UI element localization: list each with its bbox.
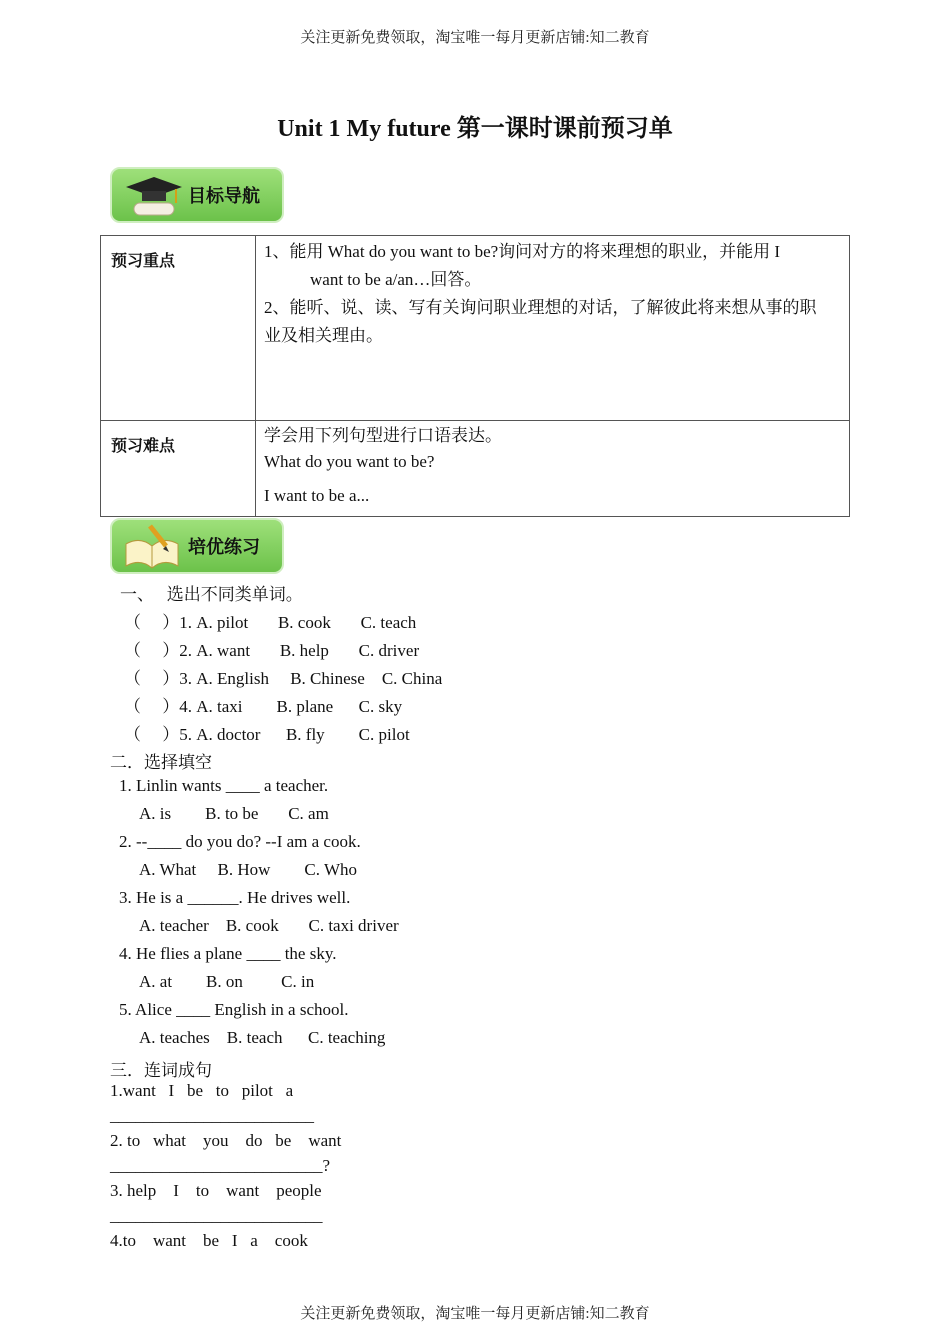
difficulty-line: I want to be a... (264, 486, 370, 505)
book-pencil-icon (120, 524, 184, 572)
difficulty-line: 学会用下列句型进行口语表达。 (264, 426, 502, 445)
options: A. What B. How C. Who (139, 860, 358, 879)
question: 2. --____ do you do? --I am a cook. (119, 832, 361, 851)
difficulty-line: What do you want to be? (264, 452, 435, 471)
difficulty-content (256, 421, 850, 517)
goals-badge-label: 目标导航 (188, 186, 260, 207)
section1-item: （ ）3. A. English B. Chinese C. China (124, 669, 443, 688)
question: 3. He is a ______. He drives well. (119, 888, 351, 907)
word-set: 1.want I be to pilot a (110, 1081, 294, 1100)
answer-blank: ________________________ (110, 1106, 314, 1125)
word-set: 4.to want be I a cook (110, 1231, 308, 1250)
footer-note: 关注更新免费领取，淘宝唯一每月更新店铺:知二教育 (300, 1306, 650, 1322)
options: A. teacher B. cook C. taxi driver (139, 916, 399, 935)
question: 5. Alice ____ English in a school. (119, 1000, 349, 1019)
word-set: 3. help I to want people (110, 1181, 322, 1200)
answer-blank: _________________________? (110, 1156, 331, 1175)
options: A. teaches B. teach C. teaching (139, 1028, 386, 1047)
focus-content (256, 236, 850, 421)
page-title: Unit 1 My future 第一课时课前预习单 (277, 116, 673, 142)
focus-line: want to be a/an…回答。 (310, 270, 482, 289)
preview-table (100, 235, 850, 517)
section3-heading: 三．连词成句 (110, 1061, 212, 1080)
practice-badge-label: 培优练习 (188, 537, 260, 558)
section1-item: （ ）5. A. doctor B. fly C. pilot (124, 725, 410, 744)
options: A. at B. on C. in (139, 972, 315, 991)
section1-heading: 一、 选出不同类单词。 (120, 585, 303, 604)
focus-line: 2、能听、说、读、写有关询问职业理想的对话，了解彼此将来想从事的职 (264, 298, 817, 317)
header-note: 关注更新免费领取，淘宝唯一每月更新店铺:知二教育 (300, 30, 650, 46)
focus-label: 预习重点 (101, 236, 256, 421)
section2-heading: 二．选择填空 (110, 753, 212, 772)
focus-line: 1、能用 What do you want to be?询问对方的将来理想的职业，并能用 I (264, 242, 781, 261)
options: A. is B. to be C. am (139, 804, 329, 823)
difficulty-label: 预习难点 (101, 421, 256, 517)
graduation-cap-icon (120, 173, 184, 221)
practice-badge (110, 518, 284, 574)
focus-line: 业及相关理由。 (264, 326, 383, 345)
question: 4. He flies a plane ____ the sky. (119, 944, 337, 963)
section1-item: （ ）1. A. pilot B. cook C. teach (124, 613, 417, 632)
section1-item: （ ）4. A. taxi B. plane C. sky (124, 697, 403, 716)
section1-item: （ ）2. A. want B. help C. driver (124, 641, 420, 660)
goals-badge (110, 167, 284, 223)
answer-blank: _________________________ (110, 1206, 323, 1225)
word-set: 2. to what you do be want (110, 1131, 342, 1150)
question: 1. Linlin wants ____ a teacher. (119, 776, 329, 795)
